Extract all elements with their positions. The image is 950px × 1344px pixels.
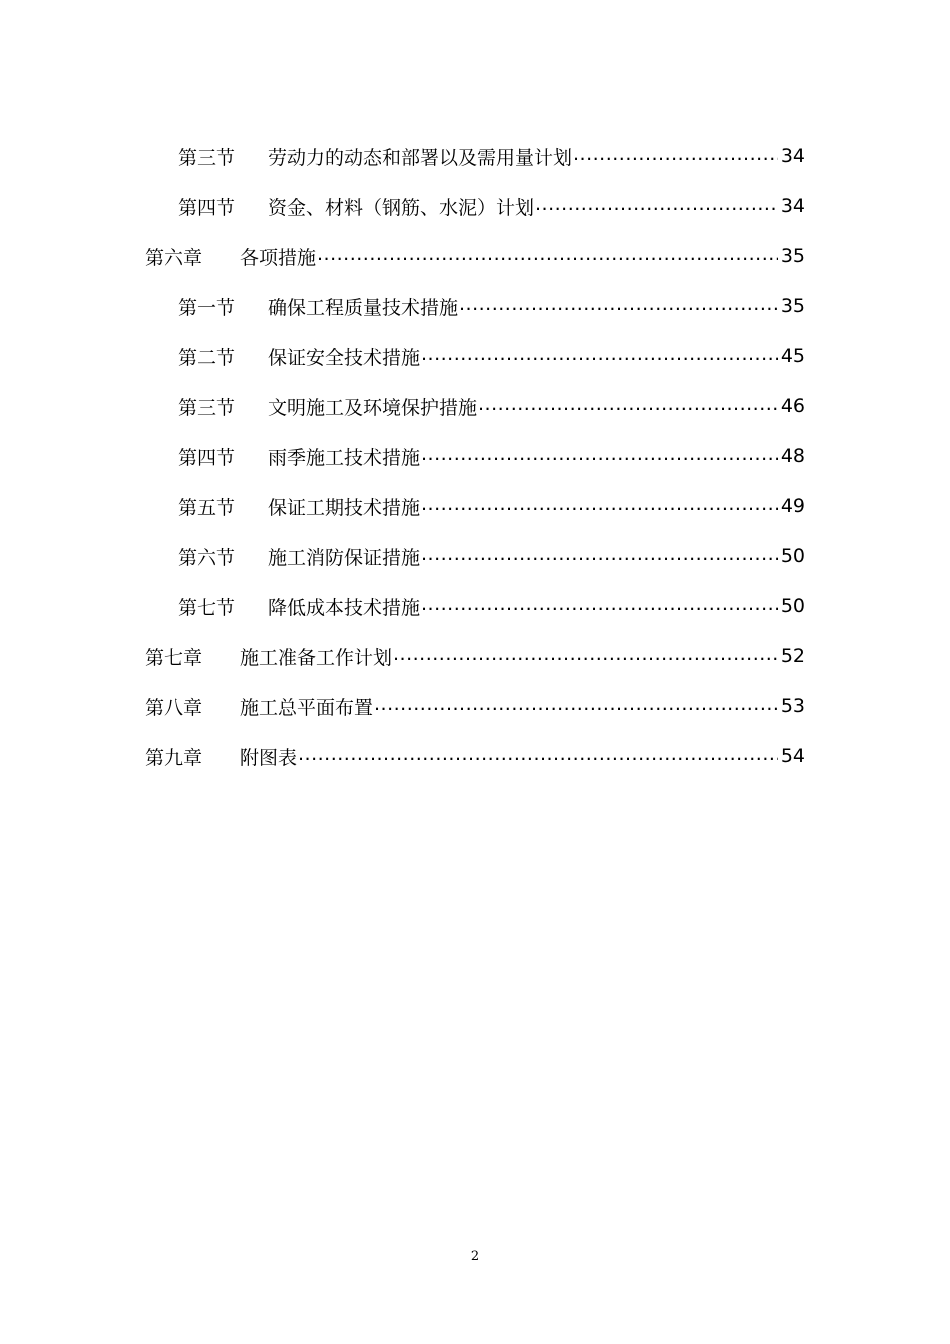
toc-entry[interactable] [0, 681, 950, 731]
toc-entry[interactable] [0, 631, 950, 681]
toc-leader-dots [393, 643, 778, 665]
toc-leader-dots [298, 743, 778, 765]
toc-entry-page: 34 [780, 145, 805, 167]
toc-entry[interactable] [0, 431, 950, 481]
toc-entry[interactable] [0, 231, 950, 281]
toc-entry-page: 48 [780, 445, 805, 467]
toc-leader-dots [421, 443, 778, 465]
toc-entry-label: 第三节 [178, 146, 236, 169]
toc-leader-dots [573, 143, 778, 165]
toc-entry-label: 第六节 [178, 546, 236, 569]
toc-entry[interactable] [0, 181, 950, 231]
toc-entry-title: 施工准备工作计划 [240, 646, 393, 669]
toc-entry[interactable] [0, 281, 950, 331]
toc-entry-page: 35 [780, 245, 805, 267]
toc-entry-title: 施工消防保证措施 [268, 546, 421, 569]
toc-entry-label: 第四节 [178, 196, 236, 219]
toc-leader-dots [374, 693, 778, 715]
toc-entry-label: 第一节 [178, 296, 236, 319]
toc-entry-title: 降低成本技术措施 [268, 596, 421, 619]
toc-entry[interactable] [0, 331, 950, 381]
toc-entry-title: 文明施工及环境保护措施 [268, 396, 478, 419]
toc-entry-label: 第八章 [145, 696, 203, 719]
toc-entry-title: 资金、材料（钢筋、水泥）计划 [268, 196, 535, 219]
toc-entry-label: 第六章 [145, 246, 203, 269]
toc-entry[interactable] [0, 131, 950, 181]
table-of-contents [0, 131, 950, 781]
toc-entry-title: 雨季施工技术措施 [268, 446, 421, 469]
toc-leader-dots [421, 493, 778, 515]
toc-entry-title: 施工总平面布置 [240, 696, 374, 719]
toc-leader-dots [421, 593, 778, 615]
toc-leader-dots [421, 543, 778, 565]
toc-entry[interactable] [0, 581, 950, 631]
toc-entry-page: 50 [780, 545, 805, 567]
toc-entry-page: 54 [780, 745, 805, 767]
toc-entry-title: 劳动力的动态和部署以及需用量计划 [268, 146, 573, 169]
toc-entry-page: 46 [780, 395, 805, 417]
toc-entry-label: 第七章 [145, 646, 203, 669]
toc-entry-title: 确保工程质量技术措施 [268, 296, 459, 319]
toc-entry-page: 50 [780, 595, 805, 617]
toc-entry-label: 第四节 [178, 446, 236, 469]
toc-entry-page: 52 [780, 645, 805, 667]
toc-entry-page: 34 [780, 195, 805, 217]
toc-entry-label: 第七节 [178, 596, 236, 619]
toc-entry-title: 保证安全技术措施 [268, 346, 421, 369]
toc-leader-dots [478, 393, 778, 415]
toc-leader-dots [459, 293, 778, 315]
toc-entry-title: 保证工期技术措施 [268, 496, 421, 519]
toc-entry-title: 各项措施 [240, 246, 317, 269]
toc-entry[interactable] [0, 731, 950, 781]
toc-entry[interactable] [0, 481, 950, 531]
toc-leader-dots [317, 243, 778, 265]
toc-entry-label: 第九章 [145, 746, 203, 769]
toc-entry-page: 45 [780, 345, 805, 367]
toc-entry-title: 附图表 [240, 746, 298, 769]
toc-entry[interactable] [0, 531, 950, 581]
toc-entry-page: 53 [780, 695, 805, 717]
toc-entry-page: 49 [780, 495, 805, 517]
toc-entry-label: 第二节 [178, 346, 236, 369]
toc-entry-page: 35 [780, 295, 805, 317]
toc-leader-dots [421, 343, 778, 365]
toc-entry[interactable] [0, 381, 950, 431]
toc-entry-label: 第五节 [178, 496, 236, 519]
toc-leader-dots [535, 193, 778, 215]
toc-entry-label: 第三节 [178, 396, 236, 419]
page-number: 2 [470, 1249, 480, 1264]
